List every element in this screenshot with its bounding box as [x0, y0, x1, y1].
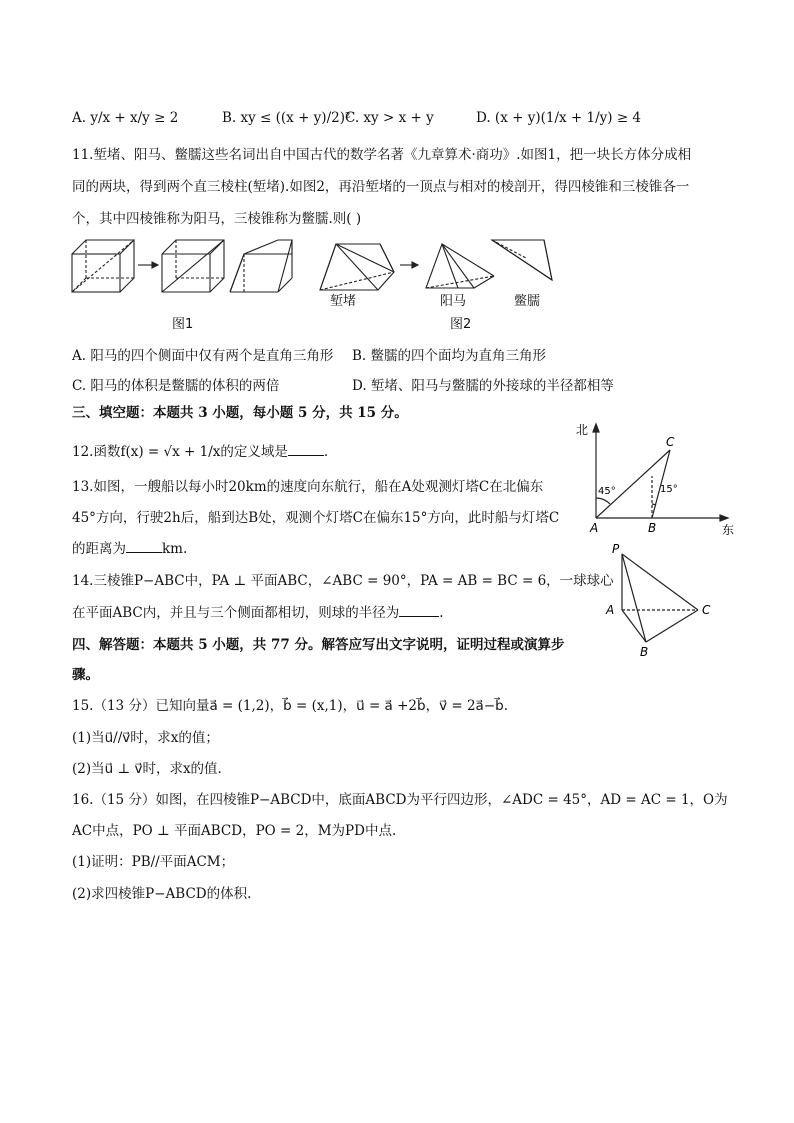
q14-line1: 14.三棱锥P−ABC中，PA ⊥ 平面ABC，∠ABC = 90°，PA = AB = BC = 6，一球球心 [72, 573, 614, 589]
q12-text: 12.函数f(x) = √x + 1/x的定义域是 [72, 444, 288, 460]
q10-option-b: B. xy ≤ ((x + y)/2)² [222, 110, 351, 126]
q14-blank [399, 604, 439, 617]
q16-part2: (2)求四棱锥P−ABCD的体积. [72, 886, 252, 902]
fig2-yangma [426, 244, 494, 288]
q11-line2: 同的两块，得到两个直三棱柱(堑堵).如图2，再沿堑堵的一顶点与相对的棱剖开，得四棱锥和三棱锥各一 [72, 179, 690, 195]
q14-point-a: A [606, 603, 615, 617]
q10-option-d: D. (x + y)(1/x + 1/y) ≥ 4 [476, 110, 642, 126]
fig2-caption: 图2 [450, 317, 472, 332]
q11-option-c: C. 阳马的体积是鳖臑的体积的两倍 [72, 378, 280, 394]
q15-part1: (1)当u⃗//v⃗时，求x的值； [72, 730, 219, 746]
fig1-prism-left [162, 240, 224, 292]
q11-line3: 个，其中四棱锥称为阳马，三棱锥称为鳖臑.则( ) [72, 211, 362, 227]
q11-option-a: A. 阳马的四个侧面中仅有两个是直角三角形 [72, 348, 334, 364]
q13-line3-prefix: 的距离为 [72, 541, 126, 557]
section4-heading-line1: 四、解答题：本题共 5 小题，共 77 分。解答应写出文字说明，证明过程或演算步 [72, 637, 565, 653]
q11-option-b: B. 鳖臑的四个面均为直角三角形 [352, 348, 547, 364]
q11-option-d: D. 堑堵、阳马与鳖臑的外接球的半径都相等 [352, 378, 614, 394]
q16-line2: AC中点，PO ⊥ 平面ABCD，PO = 2，M为PD中点. [72, 823, 397, 839]
q11-line1: 11.堑堵、阳马、鳖臑这些名词出自中国古代的数学名著《九章算术·商功》.如图1，把一块长方体分成相 [72, 147, 692, 163]
fig1-cuboid [72, 240, 134, 292]
q15-line1: 15.（13 分）已知向量a⃗ = (1,2)，b⃗ = (x,1)，u⃗ = a⃗ +2b⃗，v⃗ = 2a⃗−b⃗. [72, 698, 509, 714]
q16-line1: 16.（15 分）如图，在四棱锥P−ABCD中，底面ABCD为平行四边形，∠ADC = 45°，AD = AC = 1，O为 [72, 792, 728, 808]
q10-option-a: A. y/x + x/y ≥ 2 [72, 110, 179, 126]
q15-part2: (2)当u⃗ ⊥ v⃗时，求x的值. [72, 761, 222, 777]
label-bienao: 鳖臑 [514, 294, 541, 309]
q14-point-c: C [702, 603, 711, 617]
q13-line1: 13.如图，一艘船以每小时20km的速度向东航行，船在A处观测灯塔C在北偏东 [72, 479, 544, 495]
section4-heading-line2: 骤。 [72, 667, 99, 683]
q13-point-c: C [666, 435, 675, 449]
fig1-caption: 图1 [172, 317, 194, 332]
q12: 12.函数f(x) = √x + 1/x的定义域是 . [72, 444, 329, 460]
q13-blank [126, 540, 162, 553]
q11-figures [66, 232, 566, 307]
label-qiandu: 堑堵 [330, 294, 357, 309]
q13-line3 [72, 540, 187, 558]
fig2-qiandu [320, 244, 394, 290]
q13-east-label: 东 [722, 523, 735, 537]
fig2-bienao [492, 240, 552, 280]
q14-figure [600, 544, 720, 660]
q14-point-b: B [640, 645, 649, 659]
q16-part1: (1)证明：PB//平面ACM； [72, 854, 235, 870]
label-yangma: 阳马 [440, 294, 467, 309]
q10-option-c: C. xy > x + y [345, 110, 434, 126]
q14-point-p: P [612, 544, 620, 556]
fig1-prism-right [230, 240, 292, 292]
q13-line3-suffix: km. [162, 541, 188, 557]
q13-angle-15: 15° [660, 484, 678, 495]
q13-figure [572, 420, 742, 540]
q13-line2: 45°方向，行驶2h后，船到达B处，观测个灯塔C在偏东15°方向，此时船与灯塔C [72, 510, 560, 526]
q13-north-label: 北 [576, 423, 589, 437]
q13-angle-45: 45° [598, 486, 616, 497]
q13-point-a: A [590, 521, 599, 535]
q13-point-b: B [648, 521, 657, 535]
section3-heading: 三、填空题：本题共 3 小题，每小题 5 分，共 15 分。 [72, 405, 408, 421]
q12-blank [288, 443, 324, 456]
q14-line2-text: 在平面ABC内，并且与三个侧面都相切，则球的半径为 [72, 605, 400, 621]
q14-line2: 在平面ABC内，并且与三个侧面都相切，则球的半径为 . [72, 605, 444, 621]
